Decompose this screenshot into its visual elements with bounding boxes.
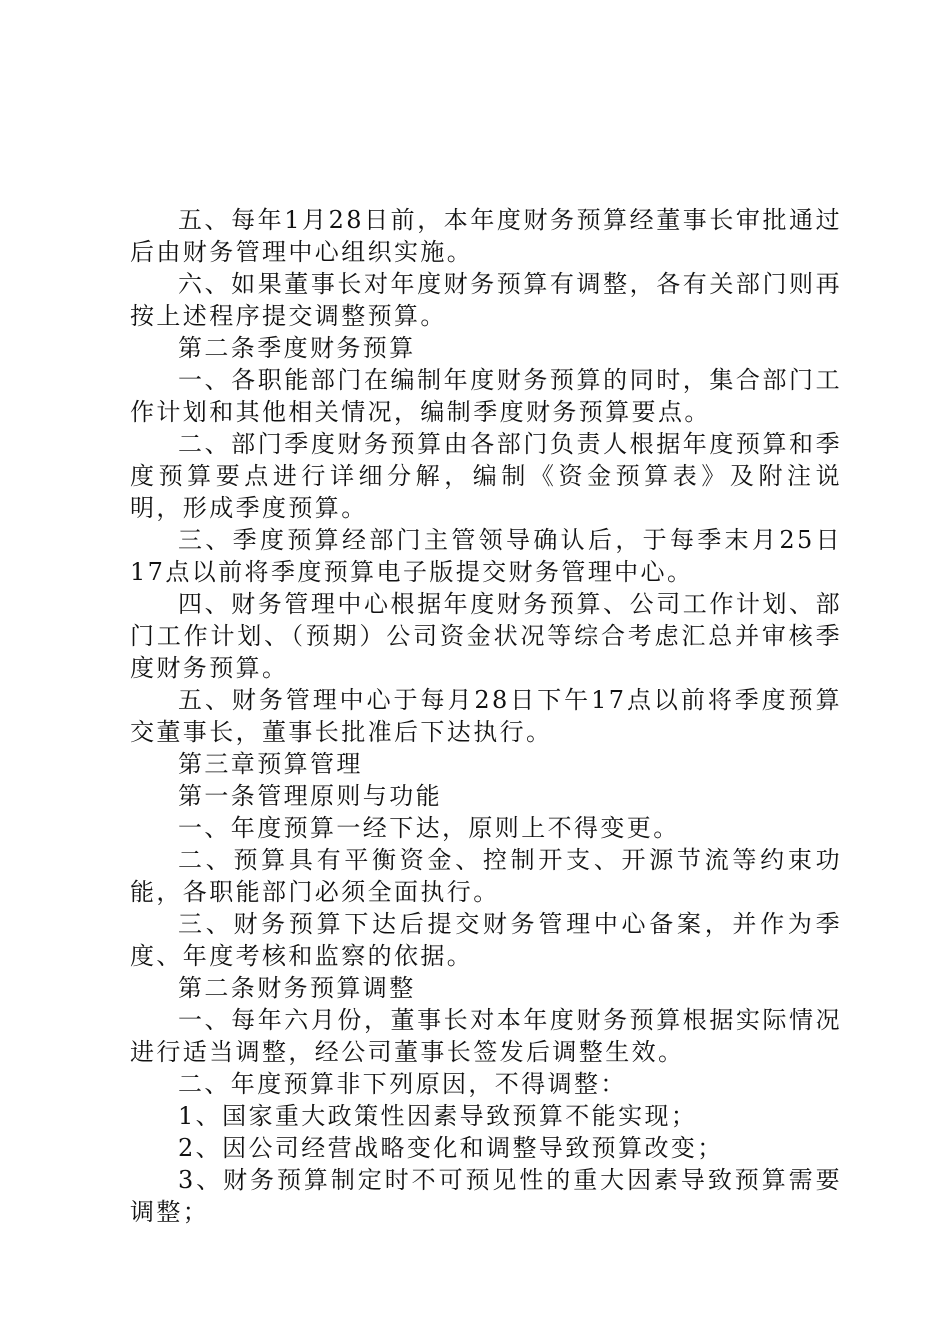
- paragraph-budget-adjustment-resubmit: 六、如果董事长对年度财务预算有调整，各有关部门则再按上述程序提交调整预算。: [130, 270, 842, 330]
- paragraph-principles-1: 一、年度预算一经下达，原则上不得变更。: [178, 814, 680, 842]
- paragraph-quarterly-5: 五、财务管理中心于每月28日下午17点以前将季度预算交董事长，董事长批准后下达执行。: [130, 686, 842, 746]
- paragraph-adjustment-2: 二、年度预算非下列原因，不得调整：: [178, 1070, 627, 1098]
- paragraph-budget-approval: 五、每年1月28日前，本年度财务预算经董事长审批通过后由财务管理中心组织实施。: [130, 206, 842, 266]
- section-heading-quarterly-budget: 第二条季度财务预算: [178, 334, 416, 362]
- paragraph-principles-3: 三、财务预算下达后提交财务管理中心备案，并作为季度、年度考核和监察的依据。: [130, 910, 842, 970]
- paragraph-quarterly-2: 二、部门季度财务预算由各部门负责人根据年度预算和季度预算要点进行详细分解，编制《资金预算表》及附注说明，形成季度预算。: [130, 430, 842, 522]
- list-item-reason-3: 3、财务预算制定时不可预见性的重大因素导致预算需要调整；: [130, 1166, 842, 1226]
- section-heading-budget-adjustment: 第二条财务预算调整: [178, 974, 416, 1002]
- list-item-reason-1: 1、国家重大政策性因素导致预算不能实现；: [178, 1102, 698, 1130]
- paragraph-quarterly-3: 三、季度预算经部门主管领导确认后，于每季末月25日17点以前将季度预算电子版提交财务管理中心。: [130, 526, 842, 586]
- document-body: [130, 204, 842, 1228]
- paragraph-quarterly-4: 四、财务管理中心根据年度财务预算、公司工作计划、部门工作计划、（预期）公司资金状况等综合考虑汇总并审核季度财务预算。: [130, 590, 842, 682]
- paragraph-quarterly-1: 一、各职能部门在编制年度财务预算的同时，集合部门工作计划和其他相关情况，编制季度财务预算要点。: [130, 366, 842, 426]
- paragraph-adjustment-1: 一、每年六月份，董事长对本年度财务预算根据实际情况进行适当调整，经公司董事长签发后调整生效。: [130, 1006, 842, 1066]
- section-heading-principles: 第一条管理原则与功能: [178, 782, 442, 810]
- paragraph-principles-2: 二、预算具有平衡资金、控制开支、开源节流等约束功能，各职能部门必须全面执行。: [130, 846, 842, 906]
- list-item-reason-2: 2、因公司经营战略变化和调整导致预算改变；: [178, 1134, 724, 1162]
- chapter-heading-budget-management: 第三章预算管理: [178, 750, 363, 778]
